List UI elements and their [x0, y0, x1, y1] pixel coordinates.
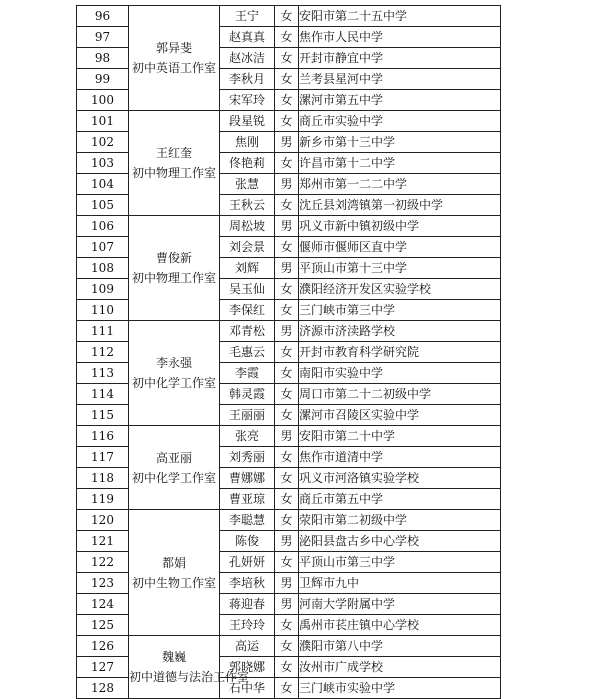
studio-cell	[129, 111, 220, 216]
row-number: 105	[77, 195, 129, 216]
roster-table	[76, 5, 501, 699]
member-gender: 女	[275, 657, 299, 678]
row-number: 101	[77, 111, 129, 132]
member-gender: 女	[275, 279, 299, 300]
row-number: 118	[77, 468, 129, 489]
member-name: 佟艳莉	[220, 153, 275, 174]
member-gender: 女	[275, 27, 299, 48]
member-school: 焦作市道清中学	[299, 447, 501, 468]
member-gender: 女	[275, 6, 299, 27]
row-number: 123	[77, 573, 129, 594]
member-name: 李秋月	[220, 69, 275, 90]
member-name: 赵真真	[220, 27, 275, 48]
member-gender: 女	[275, 447, 299, 468]
studio-cell	[129, 321, 220, 426]
member-name: 刘秀丽	[220, 447, 275, 468]
member-gender: 女	[275, 195, 299, 216]
member-gender: 女	[275, 237, 299, 258]
row-number: 98	[77, 48, 129, 69]
row-number: 116	[77, 426, 129, 447]
member-gender: 男	[275, 258, 299, 279]
member-school: 安阳市第二十中学	[299, 426, 501, 447]
member-name: 焦刚	[220, 132, 275, 153]
member-name: 毛惠云	[220, 342, 275, 363]
table-row	[77, 6, 501, 27]
member-gender: 女	[275, 405, 299, 426]
member-school: 周口市第二十二初级中学	[299, 384, 501, 405]
row-number: 104	[77, 174, 129, 195]
member-name: 宋军玲	[220, 90, 275, 111]
studio-leader: 王红奎	[155, 146, 192, 160]
member-name: 韩灵霞	[220, 384, 275, 405]
member-school: 巩义市河洛镇实验学校	[299, 468, 501, 489]
member-name: 吴玉仙	[220, 279, 275, 300]
member-school: 河南大学附属中学	[299, 594, 501, 615]
member-school: 开封市静宜中学	[299, 48, 501, 69]
member-name: 李聪慧	[220, 510, 275, 531]
member-gender: 女	[275, 678, 299, 699]
member-gender: 男	[275, 216, 299, 237]
member-name: 段星锐	[220, 111, 275, 132]
row-number: 125	[77, 615, 129, 636]
table-row	[77, 510, 501, 531]
member-name: 邓青松	[220, 321, 275, 342]
member-gender: 男	[275, 426, 299, 447]
member-school: 濮阳市第八中学	[299, 636, 501, 657]
member-name: 刘辉	[220, 258, 275, 279]
member-name: 石中华	[220, 678, 275, 699]
member-gender: 女	[275, 342, 299, 363]
row-number: 119	[77, 489, 129, 510]
table-row	[77, 111, 501, 132]
member-gender: 女	[275, 468, 299, 489]
studio-leader: 都娟	[161, 555, 186, 570]
member-school: 三门峡市第三中学	[299, 300, 501, 321]
member-gender: 女	[275, 489, 299, 510]
member-name: 周松坡	[220, 216, 275, 237]
row-number: 127	[77, 657, 129, 678]
member-name: 李霞	[220, 363, 275, 384]
member-school: 许昌市第十二中学	[299, 153, 501, 174]
member-school: 郑州市第一二二中学	[299, 174, 501, 195]
row-number: 96	[77, 6, 129, 27]
member-name: 王宁	[220, 6, 275, 27]
member-gender: 男	[275, 132, 299, 153]
row-number: 108	[77, 258, 129, 279]
member-gender: 女	[275, 636, 299, 657]
member-name: 曹娜娜	[220, 468, 275, 489]
member-gender: 女	[275, 69, 299, 90]
row-number: 109	[77, 279, 129, 300]
member-name: 郭晓娜	[220, 657, 275, 678]
member-school: 南阳市实验中学	[299, 363, 501, 384]
member-gender: 女	[275, 510, 299, 531]
row-number: 113	[77, 363, 129, 384]
member-school: 三门峡市实验中学	[299, 678, 501, 699]
row-number: 115	[77, 405, 129, 426]
member-gender: 男	[275, 321, 299, 342]
member-name: 高运	[220, 636, 275, 657]
member-school: 汝州市广成学校	[299, 657, 501, 678]
member-name: 蒋迎春	[220, 594, 275, 615]
member-school: 新乡市第十三中学	[299, 132, 501, 153]
studio-title: 初中道德与法治工作室	[129, 670, 250, 684]
member-school: 开封市教育科学研究院	[299, 342, 501, 363]
row-number: 103	[77, 153, 129, 174]
studio-leader: 郭异斐	[155, 41, 192, 55]
member-name: 陈俊	[220, 531, 275, 552]
member-school: 濮阳经济开发区实验学校	[299, 279, 501, 300]
studio-cell	[129, 510, 220, 636]
member-name: 李培秋	[220, 573, 275, 594]
member-gender: 女	[275, 363, 299, 384]
row-number: 100	[77, 90, 129, 111]
row-number: 112	[77, 342, 129, 363]
row-number: 107	[77, 237, 129, 258]
studio-leader: 曹俊新	[155, 251, 192, 265]
member-name: 张慧	[220, 174, 275, 195]
member-gender: 女	[275, 384, 299, 405]
member-school: 平顶山市第三中学	[299, 552, 501, 573]
table-row	[77, 426, 501, 447]
studio-leader: 李永强	[155, 356, 192, 370]
member-gender: 女	[275, 552, 299, 573]
member-school: 漯河市召陵区实验中学	[299, 405, 501, 426]
row-number: 97	[77, 27, 129, 48]
studio-title: 初中化学工作室	[131, 470, 216, 485]
member-gender: 男	[275, 531, 299, 552]
studio-title: 初中物理工作室	[131, 271, 216, 285]
member-school: 漯河市第五中学	[299, 90, 501, 111]
member-school: 巩义市新中镇初级中学	[299, 216, 501, 237]
studio-leader: 魏巍	[161, 650, 186, 664]
member-school: 焦作市人民中学	[299, 27, 501, 48]
studio-title: 初中物理工作室	[131, 166, 216, 180]
row-number: 121	[77, 531, 129, 552]
studio-title: 初中化学工作室	[131, 376, 216, 390]
studio-cell	[129, 426, 220, 510]
row-number: 128	[77, 678, 129, 699]
member-gender: 男	[275, 573, 299, 594]
member-name: 张亮	[220, 426, 275, 447]
table-row	[77, 216, 501, 237]
member-gender: 女	[275, 153, 299, 174]
member-name: 刘会景	[220, 237, 275, 258]
member-school: 商丘市第五中学	[299, 489, 501, 510]
studio-title: 初中英语工作室	[131, 61, 216, 75]
row-number: 102	[77, 132, 129, 153]
member-name: 王玲玲	[220, 615, 275, 636]
studio-title: 初中生物工作室	[131, 575, 216, 590]
row-number: 106	[77, 216, 129, 237]
member-school: 卫辉市九中	[299, 573, 501, 594]
table-row	[77, 636, 501, 657]
member-gender: 女	[275, 48, 299, 69]
member-school: 泌阳县盘古乡中心学校	[299, 531, 501, 552]
member-name: 王丽丽	[220, 405, 275, 426]
member-gender: 女	[275, 90, 299, 111]
member-school: 荥阳市第二初级中学	[299, 510, 501, 531]
roster-body	[77, 6, 501, 699]
member-gender: 女	[275, 111, 299, 132]
row-number: 122	[77, 552, 129, 573]
member-gender: 女	[275, 615, 299, 636]
row-number: 111	[77, 321, 129, 342]
member-name: 曹亚琼	[220, 489, 275, 510]
row-number: 126	[77, 636, 129, 657]
row-number: 120	[77, 510, 129, 531]
studio-cell	[129, 216, 220, 321]
member-school: 平顶山市第十三中学	[299, 258, 501, 279]
table-row	[77, 321, 501, 342]
member-school: 商丘市实验中学	[299, 111, 501, 132]
member-school: 兰考县星河中学	[299, 69, 501, 90]
member-gender: 女	[275, 300, 299, 321]
member-gender: 男	[275, 174, 299, 195]
row-number: 99	[77, 69, 129, 90]
member-name: 赵冰洁	[220, 48, 275, 69]
row-number: 117	[77, 447, 129, 468]
row-number: 124	[77, 594, 129, 615]
member-name: 孔妍妍	[220, 552, 275, 573]
member-school: 偃师市偃师区直中学	[299, 237, 501, 258]
member-school: 沈丘县刘湾镇第一初级中学	[299, 195, 501, 216]
member-name: 李保红	[220, 300, 275, 321]
member-school: 禹州市苌庄镇中心学校	[299, 615, 501, 636]
member-school: 济源市济渎路学校	[299, 321, 501, 342]
member-name: 王秋云	[220, 195, 275, 216]
row-number: 114	[77, 384, 129, 405]
row-number: 110	[77, 300, 129, 321]
member-gender: 男	[275, 594, 299, 615]
studio-leader: 高亚丽	[155, 450, 192, 465]
member-school: 安阳市第二十五中学	[299, 6, 501, 27]
studio-cell	[129, 6, 220, 111]
